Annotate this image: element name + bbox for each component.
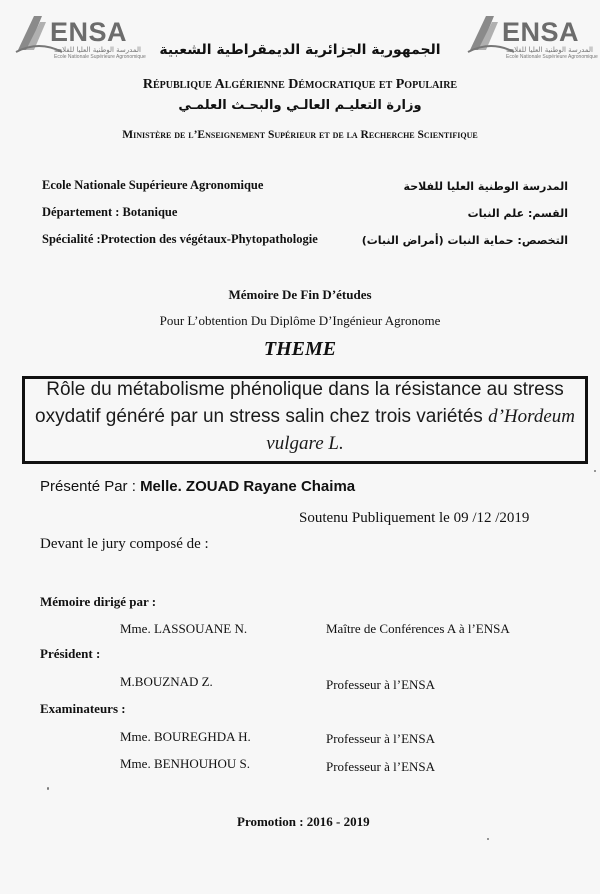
- logo-arabic-subtitle: المدرسة الوطنية العليا للفلاحة: [54, 46, 141, 54]
- theme-title: [24, 376, 586, 457]
- defense-date: Soutenu Publiquement le 09 /12 /2019: [299, 510, 530, 526]
- speciality-fr: Spécialité :Protection des végétaux-Phytopathologie: [42, 232, 318, 246]
- logo-arabic-subtitle: المدرسة الوطنية العليا للفلاحة: [506, 46, 593, 54]
- thesis-type: Mémoire De Fin D’études: [228, 287, 372, 302]
- jury-intro: Devant le jury composé de :: [40, 536, 209, 552]
- school-name-ar: المدرسة الوطنية العليا للفلاحة: [403, 180, 568, 193]
- supervisor-role: Maître de Conférences A à l’ENSA: [326, 621, 510, 636]
- scan-speck: [47, 787, 49, 790]
- theme-title-species: d’Hordeum vulgare L.: [266, 406, 575, 454]
- supervisor-name: Mme. LASSOUANE N.: [120, 621, 248, 636]
- arabic-republic-title: الجمهورية الجزائرية الديمقراطية الشعبية: [159, 42, 441, 58]
- theme-title-main: Rôle du métabolisme phénolique dans la résistance au stress oxydatif généré par un stress salin chez trois variétés: [35, 379, 564, 427]
- department-fr: Département : Botanique: [42, 205, 178, 219]
- author-name: Melle. ZOUAD Rayane Chaima: [140, 478, 356, 495]
- presented-by-label: Présenté Par :: [40, 478, 141, 495]
- school-name-fr: Ecole Nationale Supérieure Agronomique: [42, 178, 264, 192]
- presented-by: [40, 478, 355, 495]
- president-name: M.BOUZNAD Z.: [120, 674, 213, 689]
- examiner-2-name: Mme. BENHOUHOU S.: [120, 756, 250, 771]
- supervisor-label: Mémoire dirigé par :: [40, 594, 157, 609]
- president-role: Professeur à l’ENSA: [326, 677, 436, 692]
- logo-text: ENSA: [50, 17, 128, 47]
- scan-speck: [594, 470, 596, 472]
- french-republic-title: République Algérienne Démocratique et Populaire: [142, 77, 458, 92]
- logo-text: ENSA: [502, 17, 580, 47]
- promotion: Promotion : 2016 - 2019: [237, 814, 370, 829]
- speciality-ar: التخصص: حماية النبات (أمراض النبات): [361, 234, 568, 247]
- president-label: Président :: [40, 646, 101, 661]
- examiners-label: Examinateurs :: [40, 701, 126, 716]
- scan-speck: [487, 838, 489, 840]
- theme-label: THEME: [263, 338, 337, 360]
- department-ar: القسم: علم النبات: [467, 207, 568, 220]
- logo-french-subtitle: Ecole Nationale Supérieure Agronomique: [54, 54, 146, 60]
- examiner-2-role: Professeur à l’ENSA: [326, 759, 436, 774]
- arabic-ministry-title: وزارة التعليـم العالـي والبحـث العلمـي: [178, 98, 422, 113]
- french-ministry-title: Ministère de l’Enseignement Supérieur et de la Recherche Scientifique: [122, 129, 478, 141]
- examiner-1-role: Professeur à l’ENSA: [326, 731, 436, 746]
- logo-french-subtitle: Ecole Nationale Supérieure Agronomique: [506, 54, 598, 60]
- examiner-1-name: Mme. BOUREGHDA H.: [120, 729, 251, 744]
- thesis-purpose: Pour L’obtention Du Diplôme D’Ingénieur Agronome: [159, 313, 441, 328]
